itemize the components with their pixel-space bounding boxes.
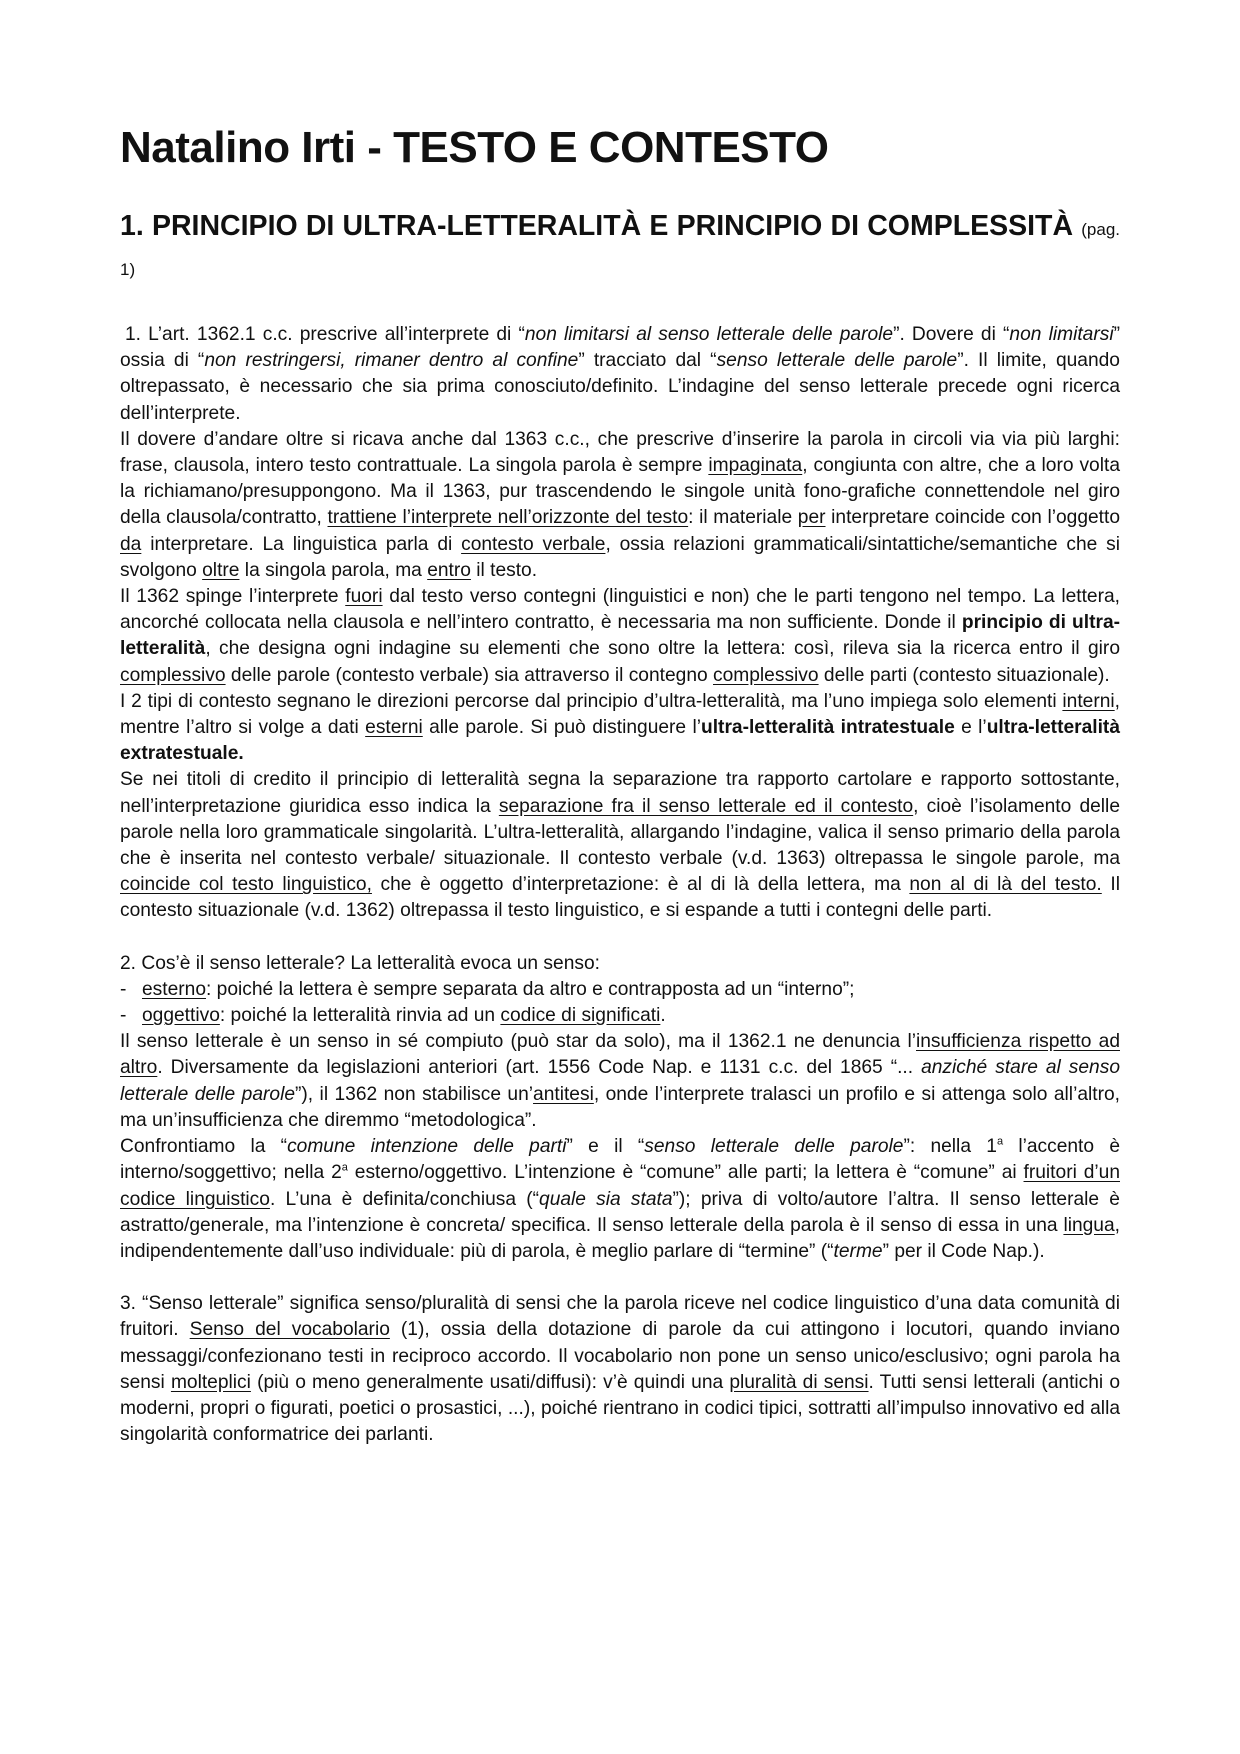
underlined-text: insufficienza rispetto ad altro [120,1031,1120,1079]
text-run: dal testo verso contegni (linguistici e non) che le parti tengono nel tempo. La lettera, ancorché collocata nella clausola e nell’intero contratto, è necessaria ma non sufficiente. Donde il [120,586,1120,634]
text-run: , ossia relazioni grammaticali/sintattiche/semantiche che si svolgono [120,533,1120,581]
bullet-item [120,1003,1120,1029]
text-run: : il materiale [688,507,798,529]
bold-text: ultra-letteralità extratestuale. [120,717,1120,765]
text-run: 3. “Senso letterale” significa senso/pluralità di sensi che la parola riceve nel codice linguistico d’una data comunità di fruitori. [120,1293,1120,1341]
text-run: : poiché la letteralità rinvia ad un [219,1005,501,1027]
text-run: che è oggetto d’interpretazione: è al di là della lettera, ma [371,874,910,896]
underlined-text: da [120,533,142,555]
section-3-body [120,1291,1120,1448]
text-run: . [660,1005,666,1027]
text-run: Il senso letterale è un senso in sé compiuto (può star da solo), ma il 1362.1 ne denuncia l’ [120,1031,916,1053]
text-run: ”. Dovere di “ [893,324,1010,345]
underlined-text: complessivo [120,664,226,686]
underlined-text: pluralità di sensi [729,1371,869,1393]
text-run: l’accento è interno/soggettivo; nella 2 [120,1136,1121,1184]
text-run: la singola parola, ma [239,559,428,581]
underlined-text: complessivo [713,664,819,686]
bullet-text [142,1003,666,1029]
underlined-text: impaginata [708,455,803,477]
underlined-text: entro [427,559,471,581]
underlined-text: oggettivo [142,1005,220,1027]
paragraph [120,584,1120,689]
text-run: 1. L’art. 1362.1 c.c. prescrive all’interprete di “ [125,324,525,345]
document-page [120,118,1120,1448]
text-run: ”. Il limite, quando oltrepassato, è necessario che sia prima conosciuto/definito. L’indagine del senso letterale precede ogni ricerca dell’interprete. [120,350,1120,424]
underlined-text: esterno [142,978,206,1000]
italic-text: non limitarsi al senso letterale delle parole [524,324,894,345]
text-run: interpretare. La linguistica parla di [141,533,462,555]
text-run: ” e il “ [566,1136,645,1158]
underlined-text: antitesi [533,1083,594,1105]
underlined-text: per [797,507,826,529]
text-run: , che designa ogni indagine su elementi che sono oltre la lettera: così, rileva sia la ricerca entro il giro [205,638,1120,660]
text-run: , congiunta con altre, che a loro volta la richiamano/presuppongono. Ma il 1363, pur trascendendo le singole unità fono-grafiche connettendole nel giro della clausola/contratto, [120,455,1120,529]
paragraph [120,1029,1120,1134]
underlined-text: separazione fra il senso letterale ed il contesto [498,795,914,817]
paragraph-gap [120,925,1120,951]
text-run: . Tutti sensi letterali (antichi o moderni, propri o figurati, poetici o prosastici, ...), poiché rientrano in codici tipici, sottratti all’impulso innovativo ed alla singolarità conformatrice dei parlanti. [120,1371,1120,1446]
italic-text: senso letterale delle parole [644,1136,904,1158]
text-run: ” per il Code Nap.). [882,1240,1045,1262]
underlined-text: lingua [1063,1214,1115,1236]
underlined-text: coincide col testo linguistico, [120,874,372,896]
text-run: Il dovere d’andare oltre si ricava anche dal 1363 c.c., che prescrive d’inserire la parola in circoli via via più larghi: frase, clausola, intero testo contrattuale. La singola parola è sempre [120,428,1120,477]
text-run: ”), il 1362 non stabilisce un’ [295,1083,534,1105]
underlined-text: non al di là del testo. [909,874,1102,896]
italic-text: comune intenzione delle parti [287,1136,567,1158]
underlined-text: contesto verbale [461,533,606,555]
italic-text: non limitarsi [1009,324,1114,345]
text-run: (1), ossia della dotazione di parole da cui attingono i locutori, quando inviano messaggi/confezionano testi in reciproco accordo. Il vocabolario non pone un senso unico/esclusivo; ogni parola ha sensi [120,1319,1120,1393]
bullet-text [142,977,855,1003]
underlined-text: oltre [202,559,240,581]
text-run: ”); priva di volto/autore l’altra. Il senso letterale è astratto/generale, ma l’intenzione è concreta/ specifica. Il senso letterale della parola è il senso di essa in una [120,1188,1120,1236]
page-reference: (pag. 1) [120,220,1120,279]
bold-text: ultra-letteralità intratestuale [701,717,955,739]
underlined-text: fuori [345,586,383,608]
underlined-text: fruitori d’un codice linguistico [120,1162,1120,1210]
text-run: alle parole. Si può distinguere l’ [422,717,701,739]
text-run: delle parole (contesto verbale) sia attraverso il contegno [225,664,713,686]
text-run: , indipendentemente dall’uso individuale: più di parola, è meglio parlare di “termine” (“ [120,1214,1120,1262]
text-run: . L’una è definita/conchiusa (“ [269,1188,540,1210]
text-run: e l’ [954,717,987,739]
italic-text: quale sia stata [539,1188,673,1210]
underlined-text: esterni [365,717,423,739]
text-run: (più o meno generalmente usati/diffusi): v’è quindi una [250,1371,730,1393]
text-run: Se nei titoli di credito il principio di letteralità segna la separazione tra rapporto cartolare e rapporto sottostante, nell’interpretazione giuridica esso indica la [120,769,1120,817]
underlined-text: Senso del vocabolario [189,1319,390,1341]
paragraph [120,1291,1120,1448]
text-run: Confrontiamo la “ [120,1136,288,1158]
text-run: ”: nella 1 [903,1136,997,1158]
text-run: delle parti (contesto situazionale). [818,664,1110,686]
text-run: Il contesto situazionale (v.d. 1362) oltrepassa il testo linguistico, e si espande a tutti i contegni delle parti. [120,874,1120,922]
paragraph: Confrontiamo la “comune intenzione delle parti” e il “senso letterale delle parole”: nella 1$^a$ l’accento è interno/soggettivo; nella 2$^a$ esterno/oggettivo. L’intenzione è “comune” alle parti; la lettera è “comune” ai fruitori d’un codice linguistico. L’una è definita/conchiusa (“quale sia stata”); priva di volto/autore l’altra. Il senso letterale è astratto/generale, ma l’intenzione è concreta/ specifica. Il senso letterale della parola è il senso di essa in una lingua, indipendentemente dall’uso individuale: più di parola, è meglio parlare di “termine” (“terme” per il Code Nap.). [120,1135,1121,1262]
italic-text: non restringersi, rimaner dentro al confine [204,350,579,372]
underlined-text: interni [1062,690,1115,712]
underlined-text: trattiene l’interprete nell’orizzonte del testo [327,507,689,529]
text-run: . Diversamente da legislazioni anteriori (art. 1556 Code Nap. e 1131 c.c. del 1865 “... [157,1057,922,1079]
underlined-text: molteplici [170,1371,251,1393]
underlined-text: codice di significati [500,1005,661,1027]
text-run: , onde l’interprete tralasci un profilo e si attenga solo all’altro, ma un’insufficienza che diremmo “metodologica”. [120,1083,1120,1131]
text-run: il testo. [470,559,538,581]
dash-bullet-icon: - [120,978,127,1000]
paragraph-gap [120,1265,1120,1291]
italic-text: anziché stare al senso letterale delle parole [120,1057,1120,1105]
italic-text: terme [833,1240,883,1262]
bold-text: principio di ultra-letteralità [120,612,1121,660]
section-2-body [120,951,1120,1265]
text-run: ” ossia di “ [120,324,1120,372]
section-heading [120,208,1120,288]
section-1-body [120,322,1120,925]
text-run: esterno/oggettivo. L’intenzione è “comune” alle parti; la lettera è “comune” ai [347,1162,1024,1184]
text-run: , mentre l’altro si volge a dati [120,690,1120,739]
paragraph [120,689,1120,768]
section-2-intro: 2. Cos’è il senso letterale? La letteralità evoca un senso: [120,952,600,974]
text-run: ” tracciato dal “ [578,350,717,372]
text-run: , cioè l’isolamento delle parole nella loro grammaticale singolarità. L’ultra-letteralità, allargando l’indagine, valica il senso primario della parola che è inserita nel contesto verbale/ situazionale. Il contesto verbale (v.d. 1363) oltrepassa le singole parole, ma [120,795,1120,870]
text-run: interpretare coincide con l’oggetto [825,507,1121,529]
document-title: Natalino Irti - TESTO E CONTESTO [120,123,829,172]
bullet-item [120,977,1120,1003]
text-run: : poiché la lettera è sempre separata da altro e contrapposta ad un “interno”; [206,978,855,1000]
dash-bullet-icon: - [120,1005,127,1027]
paragraph [120,767,1120,924]
text-run: Il 1362 spinge l’interprete [120,586,346,608]
paragraph [120,322,1120,427]
italic-text: senso letterale delle parole [716,350,958,372]
text-run: I 2 tipi di contesto segnano le direzioni percorse dal principio d’ultra-letteralità, ma l’uno impiega solo elementi [120,690,1063,712]
section-heading-text: 1. PRINCIPIO DI ULTRA-LETTERALITÀ E PRINCIPIO DI COMPLESSITÀ [120,210,1074,242]
paragraph [120,427,1120,584]
